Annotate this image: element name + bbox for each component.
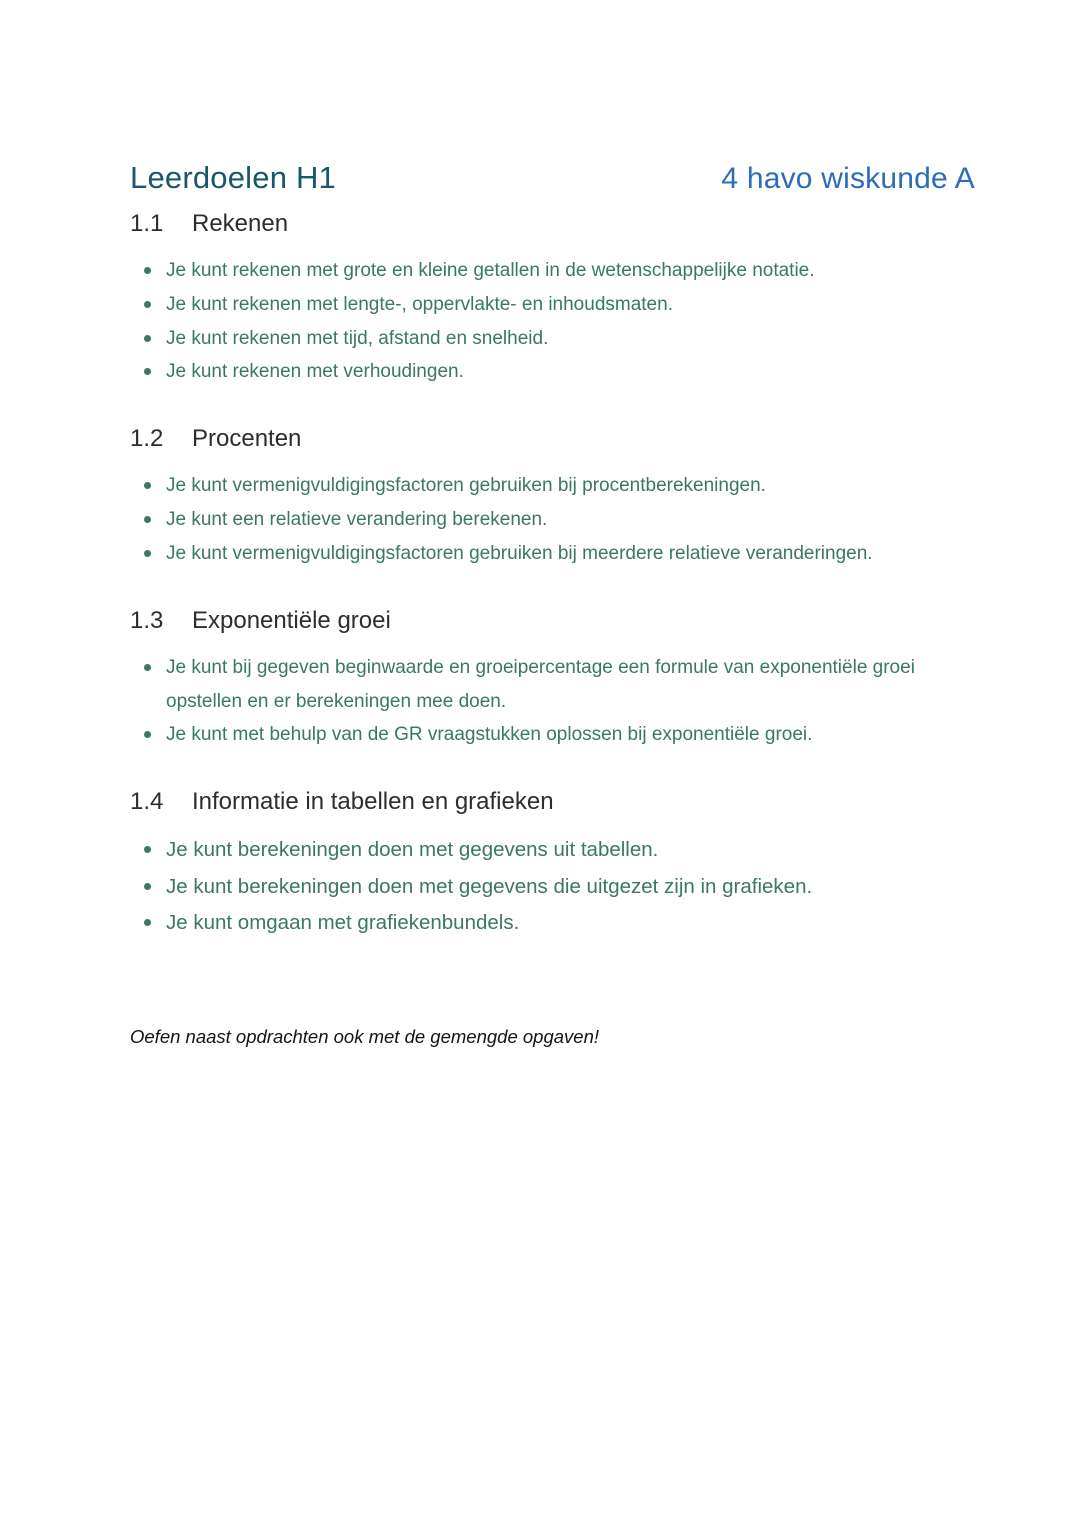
- section-number: 1.1: [130, 210, 164, 237]
- section-heading: [130, 425, 975, 453]
- bullet-item: [130, 718, 950, 752]
- bullet-item: [130, 322, 950, 356]
- section-number: 1.3: [130, 606, 164, 634]
- bullet-list: [130, 651, 975, 752]
- section-1-3: [130, 607, 975, 752]
- section-1-4: [130, 788, 975, 941]
- bullet-item: [130, 254, 950, 288]
- bullet-text: Je kunt een relatieve verandering berekenen.: [166, 509, 548, 531]
- page-title: Leerdoelen H1: [130, 160, 336, 195]
- bullet-text: Je kunt rekenen met verhoudingen.: [166, 361, 464, 383]
- bullet-item: [130, 503, 950, 537]
- bullet-icon: [144, 664, 151, 671]
- bullet-list: [130, 469, 975, 570]
- bullet-item: [130, 288, 950, 322]
- bullet-text: Je kunt berekeningen doen met gegevens die uitgezet zijn in grafieken.: [166, 874, 813, 898]
- bullet-icon: [144, 368, 151, 375]
- bullet-text: Je kunt rekenen met grote en kleine getallen in de wetenschappelijke notatie.: [166, 260, 815, 281]
- bullet-icon: [144, 550, 151, 557]
- bullet-icon: [144, 731, 151, 738]
- bullet-text: Je kunt berekeningen doen met gegevens uit tabellen.: [166, 838, 659, 862]
- bullet-text: Je kunt bij gegeven beginwaarde en groeipercentage een formule van exponentiële groei opstellen en er berekeningen mee doen.: [166, 656, 915, 712]
- section-heading: [130, 788, 975, 816]
- bullet-text: Je kunt met behulp van de GR vraagstukken oplossen bij exponentiële groei.: [166, 724, 813, 746]
- bullet-item: [130, 469, 950, 503]
- bullet-icon: [144, 482, 151, 489]
- bullet-icon: [144, 919, 151, 926]
- bullet-item: [130, 537, 950, 571]
- bullet-text: Je kunt vermenigvuldigingsfactoren gebruiken bij procentberekeningen.: [166, 475, 766, 497]
- bullet-icon: [144, 301, 151, 308]
- bullet-icon: [144, 267, 151, 274]
- section-title: Rekenen: [192, 210, 289, 237]
- document-header: [130, 160, 975, 196]
- section-title: Exponentiële groei: [192, 606, 391, 634]
- bullet-text: Je kunt rekenen met tijd, afstand en snelheid.: [166, 327, 549, 349]
- section-number: 1.2: [130, 425, 164, 453]
- bullet-icon: [144, 516, 151, 523]
- bullet-item: [130, 355, 950, 389]
- section-heading: [130, 210, 975, 238]
- bullet-item: [130, 869, 950, 905]
- section-title: Informatie in tabellen en grafieken: [192, 788, 554, 816]
- bullet-list: [130, 832, 975, 941]
- section-1-1: [130, 210, 975, 389]
- bullet-item: [130, 832, 950, 868]
- bullet-icon: [144, 846, 151, 853]
- section-1-2: [130, 425, 975, 570]
- bullet-item: [130, 905, 950, 941]
- bullet-text: Je kunt rekenen met lengte-, oppervlakte- en inhoudsmaten.: [166, 293, 673, 315]
- section-heading: [130, 607, 975, 635]
- bullet-list: [130, 254, 975, 389]
- bullet-icon: [144, 883, 151, 890]
- bullet-text: Je kunt omgaan met grafiekenbundels.: [166, 911, 520, 935]
- section-number: 1.4: [130, 788, 164, 816]
- bullet-icon: [144, 335, 151, 342]
- section-title: Procenten: [192, 425, 302, 453]
- bullet-item: [130, 651, 950, 719]
- footer-note: Oefen naast opdrachten ook met de gemengde opgaven!: [130, 1025, 600, 1047]
- course-title: 4 havo wiskunde A: [721, 162, 975, 195]
- bullet-text: Je kunt vermenigvuldigingsfactoren gebruiken bij meerdere relatieve veranderingen.: [166, 542, 873, 564]
